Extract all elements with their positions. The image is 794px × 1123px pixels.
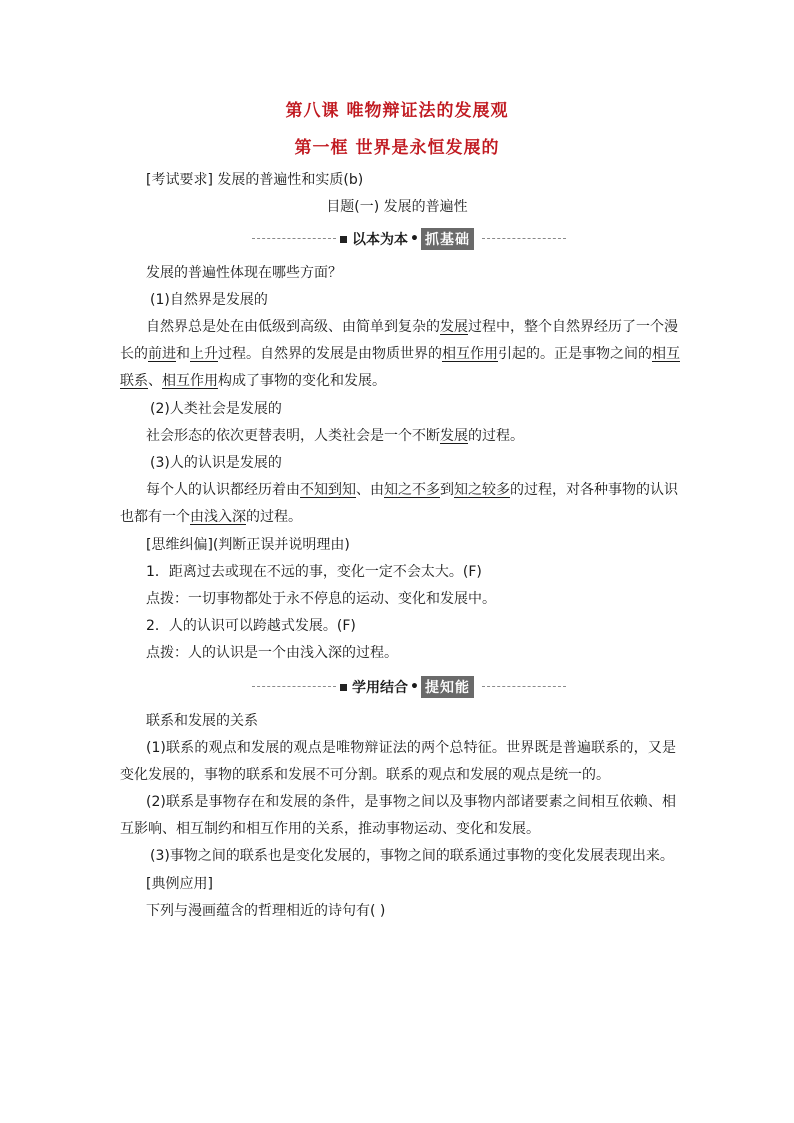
exam-requirement: [考试要求] 发展的普遍性和实质(b) bbox=[146, 172, 364, 188]
point-1-heading: (1)自然界是发展的 bbox=[150, 292, 268, 308]
section-banner-basics bbox=[252, 228, 566, 250]
paragraph-line: 变化发展的，事物的联系和发展不可分割。联系的观点和发展的观点是统一的。 bbox=[120, 767, 610, 783]
paragraph-line: 联系、相互作用构成了事物的变化和发展。 bbox=[120, 373, 386, 389]
topic-heading: 目题(一) 发展的普遍性 bbox=[326, 199, 468, 215]
square-bullet-icon bbox=[340, 236, 347, 243]
point-2-heading: (2)人类社会是发展的 bbox=[150, 401, 282, 417]
paragraph-line: 长的前进和上升过程。自然界的发展是由物质世界的相互作用引起的。正是事物之间的相互 bbox=[120, 346, 680, 362]
blank-answer: 由浅入深 bbox=[190, 509, 246, 525]
paragraph-line: 每个人的认识都经历着由不知到知、由知之不多到知之较多的过程，对各种事物的认识 bbox=[146, 482, 678, 498]
banner-badge: 抓基础 bbox=[421, 228, 474, 250]
paragraph-line: (3)事物之间的联系也是变化发展的，事物之间的联系通过事物的变化发展表现出来。 bbox=[150, 848, 674, 864]
paragraph-line: (1)联系的观点和发展的观点是唯物辩证法的两个总特征。世界既是普遍联系的，又是 bbox=[146, 740, 676, 756]
section-title: 第一框 世界是永恒发展的 bbox=[294, 138, 500, 158]
banner-badge: 提知能 bbox=[421, 676, 474, 698]
paragraph-line: (2)联系是事物存在和发展的条件，是事物之间以及事物内部诸要素之间相互依赖、相 bbox=[146, 794, 676, 810]
lesson-title: 第八课 唯物辩证法的发展观 bbox=[285, 101, 509, 121]
banner-text: 学用结合 bbox=[352, 680, 408, 696]
blank-answer: 上升 bbox=[190, 346, 218, 362]
blank-answer: 相互 bbox=[652, 346, 680, 362]
blank-answer: 知之不多 bbox=[384, 482, 440, 498]
dashed-divider-right bbox=[482, 238, 566, 239]
blank-answer: 发展 bbox=[440, 319, 468, 335]
think-heading: [思维纠偏](判断正误并说明理由) bbox=[146, 537, 350, 553]
blank-answer: 前进 bbox=[148, 346, 176, 362]
banner-label bbox=[340, 228, 474, 250]
square-bullet-icon bbox=[340, 684, 347, 691]
relation-heading: 联系和发展的关系 bbox=[146, 713, 258, 729]
example-heading: [典例应用] bbox=[146, 876, 213, 892]
blank-answer: 知之较多 bbox=[454, 482, 510, 498]
banner-label bbox=[340, 676, 474, 698]
blank-answer: 相互作用 bbox=[442, 346, 498, 362]
dashed-divider-left bbox=[252, 238, 336, 239]
blank-answer: 联系 bbox=[120, 373, 148, 389]
section-banner-application bbox=[252, 676, 566, 698]
main-question: 发展的普遍性体现在哪些方面？ bbox=[146, 265, 342, 281]
banner-dot: • bbox=[410, 679, 419, 695]
tip-2: 点拨：人的认识是一个由浅入深的过程。 bbox=[146, 645, 398, 661]
paragraph-line: 也都有一个由浅入深的过程。 bbox=[120, 509, 302, 525]
blank-answer: 不知到知 bbox=[300, 482, 356, 498]
banner-text: 以本为本 bbox=[352, 232, 408, 248]
tip-1: 点拨：一切事物都处于永不停息的运动、变化和发展中。 bbox=[146, 591, 496, 607]
dashed-divider-right bbox=[482, 686, 566, 687]
dashed-divider-left bbox=[252, 686, 336, 687]
paragraph-line: 社会形态的依次更替表明，人类社会是一个不断发展的过程。 bbox=[146, 428, 524, 444]
judge-item-1: 1．距离过去或现在不远的事，变化一定不会太大。(F) bbox=[146, 564, 482, 580]
point-3-heading: (3)人的认识是发展的 bbox=[150, 455, 282, 471]
judge-item-2: 2．人的认识可以跨越式发展。(F) bbox=[146, 618, 356, 634]
paragraph-line: 互影响、相互制约和相互作用的关系，推动事物运动、变化和发展。 bbox=[120, 821, 540, 837]
banner-dot: • bbox=[410, 231, 419, 247]
example-question: 下列与漫画蕴含的哲理相近的诗句有( ) bbox=[146, 903, 386, 919]
blank-answer: 发展 bbox=[440, 428, 468, 444]
blank-answer: 相互作用 bbox=[162, 373, 218, 389]
paragraph-line: 自然界总是处在由低级到高级、由简单到复杂的发展过程中，整个自然界经历了一个漫 bbox=[146, 319, 678, 335]
